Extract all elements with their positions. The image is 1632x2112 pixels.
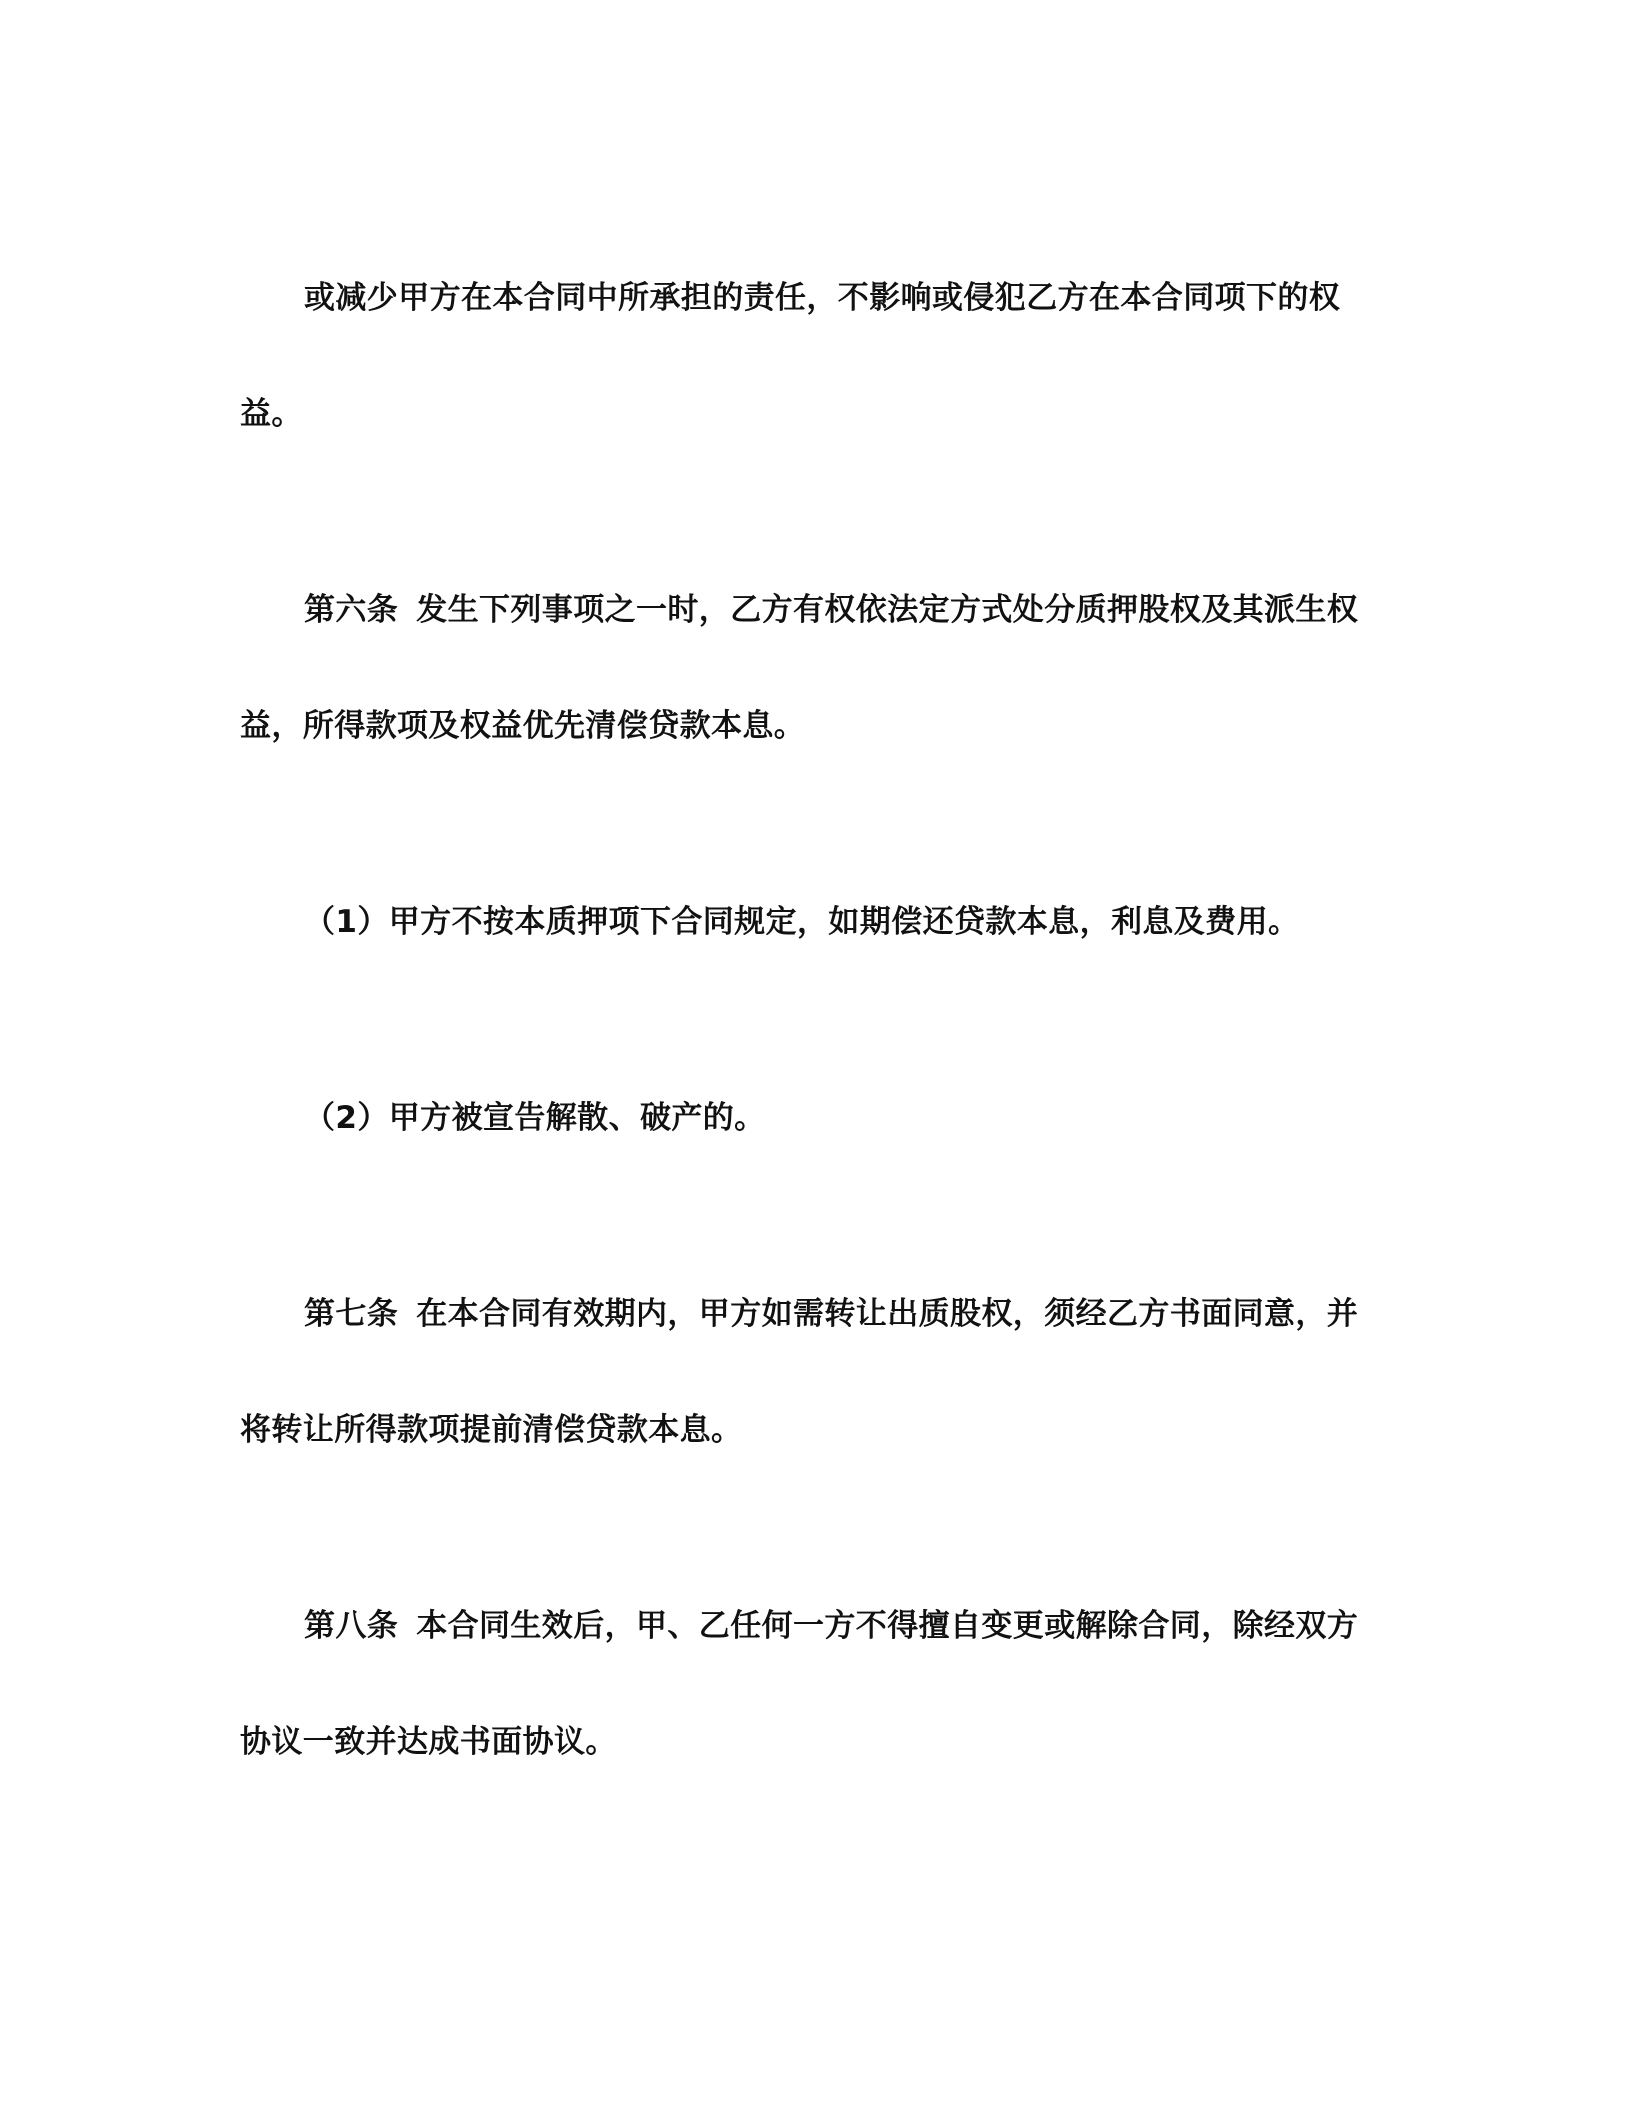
- text-line-2-content: 益。: [240, 396, 303, 432]
- article-6-line-1: [304, 588, 1454, 632]
- article-6-line-2: [240, 704, 1390, 748]
- article-7-line-1: [304, 1292, 1454, 1336]
- item-1-line: [304, 900, 1454, 944]
- article-8-line-1: [304, 1604, 1454, 1648]
- item-1-text: （1）甲方不按本质押项下合同规定，如期偿还贷款本息，利息及费用。: [304, 904, 1300, 940]
- article-8-text-continued: 协议一致并达成书面协议。: [240, 1724, 617, 1760]
- item-2-text: （2）甲方被宣告解散、破产的。: [304, 1100, 766, 1136]
- text-line-2: [240, 392, 1390, 436]
- article-6-text-continued: 益，所得款项及权益优先清偿贷款本息。: [240, 708, 806, 744]
- text-line-1-content: 或减少甲方在本合同中所承担的责任，不影响或侵犯乙方在本合同项下的权: [304, 280, 1341, 316]
- article-6-text: 发生下列事项之一时，乙方有权依法定方式处分质押股权及其派生权: [416, 592, 1359, 628]
- article-8-label: 第八条: [304, 1608, 399, 1644]
- article-8-text: 本合同生效后，甲、乙任何一方不得擅自变更或解除合同，除经双方: [416, 1608, 1359, 1644]
- article-6-label: 第六条: [304, 592, 399, 628]
- item-2-line: [304, 1096, 1454, 1140]
- article-7-text: 在本合同有效期内，甲方如需转让出质股权，须经乙方书面同意，并: [416, 1296, 1359, 1332]
- article-7-line-2: [240, 1408, 1390, 1452]
- article-7-text-continued: 将转让所得款项提前清偿贷款本息。: [240, 1412, 743, 1448]
- article-8-line-2: [240, 1720, 1390, 1764]
- article-7-label: 第七条: [304, 1296, 399, 1332]
- text-line-1: [304, 276, 1454, 320]
